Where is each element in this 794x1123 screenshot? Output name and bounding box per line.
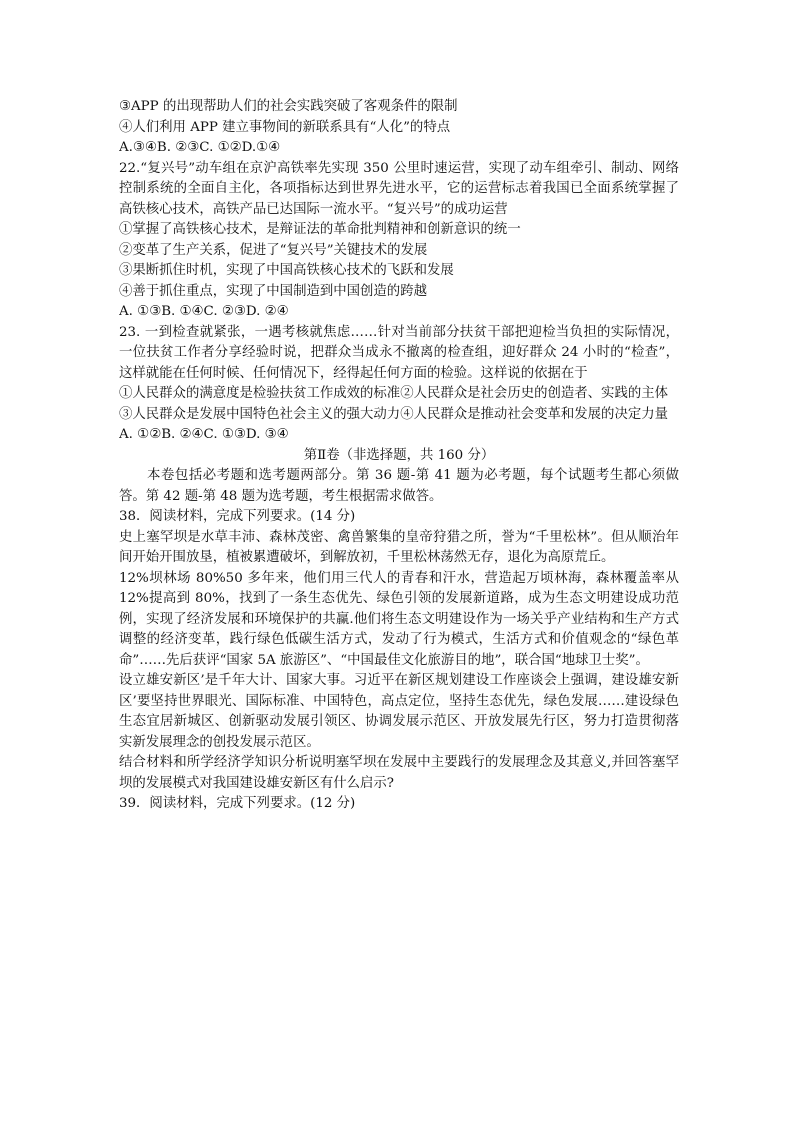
q21-choices: A.③④B. ②③C. ①②D.①④ <box>119 140 281 155</box>
q23-options-1-2: ①人民群众的满意度是检验扶贫工作成效的标准②人民群众是社会历史的创造者、实践的主体 <box>119 386 669 401</box>
q22-option-2: ②变革了生产关系，促进了“复兴号”关键技术的发展 <box>119 242 428 258</box>
q38-paragraph-1: 史上塞罕坝是水草丰沛、森林茂密、禽兽繁集的皇帝狩猎之所，誉为“千里松林”。但从顺治年间开始开围放垦，植被累遭破坏，到解放初，千里松林荡然无存，退化为高原荒丘。 <box>119 529 679 565</box>
q23-stem: 23. 一到检查就紧张，一遇考核就焦虑……针对当前部分扶贫干部把迎检当负担的实际情况，一位扶贫工作者分享经验时说，把群众当成永不撤离的检查组，迎好群众 24 小时的“检查”，这样就能在任何时候、任何情况下，经得起任何方面的检验。这样说的依据在于 <box>119 324 679 381</box>
exam-page <box>119 97 679 815</box>
q23-choices: A. ①②B. ②④C. ①③D. ③④ <box>119 427 289 442</box>
q38-paragraph-2: 12%坝林场 80%50 多年来，他们用三代人的青春和汗水，营造起万顷林海，森林覆盖率从 12%提高到 80%，找到了一条生态优先、绿色引领的发展新道路，成为生态文明建设成功范例，实现了经济发展和环境保护的共赢.他们将生态文明建设作为一场关乎产业结构和生产方式调整的经济变革，践行绿色低碳生活方式，发动了行为模式，生活方式和价值观念的“绿色革命”……先后获评“国家 5A 旅游区”、“中国最佳文化旅游目的地”，联合国“地球卫士奖”。 <box>119 570 679 668</box>
q38-paragraph-3: 设立雄安新区’是千年大计、国家大事。习近平在新区规划建设工作座谈会上强调，建设雄安新区’要坚持世界眼光、国际标准、中国特色，高点定位，坚持生态优先，绿色发展……建设绿色生态宜居新城区、创新驱动发展引领区、协调发展示范区、开放发展先行区，努力打造贯彻落实新发展理念的创投发展示范区。 <box>119 673 679 750</box>
q23-options-3-4: ③人民群众是发展中国特色社会主义的强大动力④人民群众是推动社会变革和发展的决定力量 <box>119 406 669 422</box>
part2-intro: 本卷包括必考题和选考题两部分。第 36 题-第 41 题为必考题，每个试题考生都心须做答。第 42 题-第 48 题为选考题，考生根据需求做答。 <box>119 468 679 504</box>
q22-choices: A. ①③B. ①④C. ②③D. ②④ <box>119 304 289 319</box>
part2-title: 第Ⅱ卷（非选择题，共 160 分） <box>303 447 495 463</box>
q38-question: 结合材料和所学经济学知识分析说明塞罕坝在发展中主要践行的发展理念及其意义,并回答塞罕坝的发展模式对我国建设雄安新区有什么启示? <box>119 755 679 791</box>
q22-option-1: ①掌握了高铁核心技术，是辩证法的革命批判精神和创新意识的统一 <box>119 222 521 237</box>
q22-option-4: ④善于抓住重点，实现了中国制造到中国创造的跨越 <box>119 283 427 299</box>
q22-option-3: ③果断抓住时机，实现了中国高铁核心技术的飞跃和发展 <box>119 263 454 278</box>
q21-option-3: ③APP 的出现帮助人们的社会实践突破了客观条件的限制 <box>119 99 458 114</box>
q39-header: 39．阅读材料，完成下列要求。(12 分) <box>119 796 356 811</box>
q22-stem: 22.“复兴号”动车组在京沪高铁率先实现 350 公里时速运营，实现了动车组牵引、制动、网络控制系统的全面自主化，各项指标达到世界先进水平，它的运营标志着我国已全面系统掌握了高铁核心技术，高铁产品已达国际一流水平。“复兴号”的成功运营 <box>119 160 679 217</box>
q38-header: 38．阅读材料，完成下列要求。(14 分) <box>119 509 356 524</box>
q21-option-4: ④人们利用 APP 建立事物间的新联系具有“人化”的特点 <box>119 119 451 135</box>
